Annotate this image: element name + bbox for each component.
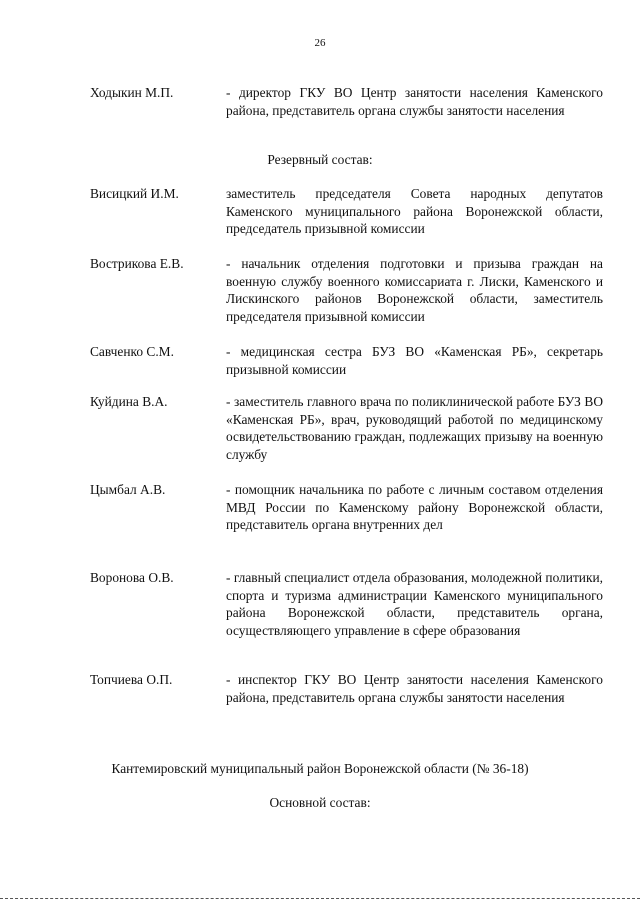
member-role: - начальник отделения подготовки и призыва граждан на военную службу военного комиссариата г. Лиски, Каменского и Лискинского районов Воронежской области, заместитель председателя призывной комиссии <box>226 256 603 324</box>
member-entry <box>90 84 603 119</box>
member-role: - медицинская сестра БУЗ ВО «Каменская РБ», секретарь призывной комиссии <box>226 344 603 377</box>
member-entry <box>90 481 603 534</box>
member-name: Вострикова Е.В. <box>90 256 184 271</box>
reserve-heading: Резервный состав: <box>267 152 373 167</box>
page-edge-divider <box>0 898 640 899</box>
member-role: - помощник начальника по работе с личным составом отделения МВД России по Каменскому району Воронежской области, представитель органа внутренних дел <box>226 482 603 533</box>
member-name: Топчиева О.П. <box>90 672 173 687</box>
member-entry <box>90 255 603 325</box>
main-composition-heading: Основной состав: <box>269 795 371 810</box>
member-entry <box>90 671 603 706</box>
member-entry <box>90 569 603 639</box>
member-name: Куйдина В.А. <box>90 394 168 409</box>
member-name: Ходыкин М.П. <box>90 85 174 100</box>
member-entry <box>90 393 603 463</box>
member-entry <box>90 185 603 238</box>
member-role: - заместитель главного врача по поликлинической работе БУЗ ВО «Каменская РБ», врач, руководящий работой по медицинскому освидетельствованию граждан, подлежащих призыву на военную службу <box>226 394 603 462</box>
member-role: - главный специалист отдела образования, молодежной политики, спорта и туризма администрации Каменского муниципального района Воронежской области, представитель органа, осуществляющего управление в сфере образования <box>226 570 603 638</box>
member-name: Савченко С.М. <box>90 344 174 359</box>
page-number: 26 <box>314 37 326 49</box>
member-role: - инспектор ГКУ ВО Центр занятости населения Каменского района, представитель органа службы занятости населения <box>226 672 603 705</box>
member-name: Воронова О.В. <box>90 570 174 585</box>
district-heading: Кантемировский муниципальный район Воронежской области (№ 36-18) <box>111 761 529 776</box>
member-name: Цымбал А.В. <box>90 482 166 497</box>
member-name: Висицкий И.М. <box>90 186 179 201</box>
member-role: заместитель председателя Совета народных депутатов Каменского муниципального района Воронежской области, председатель призывной комиссии <box>226 186 603 237</box>
member-role: - директор ГКУ ВО Центр занятости населения Каменского района, представитель органа службы занятости населения <box>226 85 603 118</box>
member-entry <box>90 343 603 378</box>
